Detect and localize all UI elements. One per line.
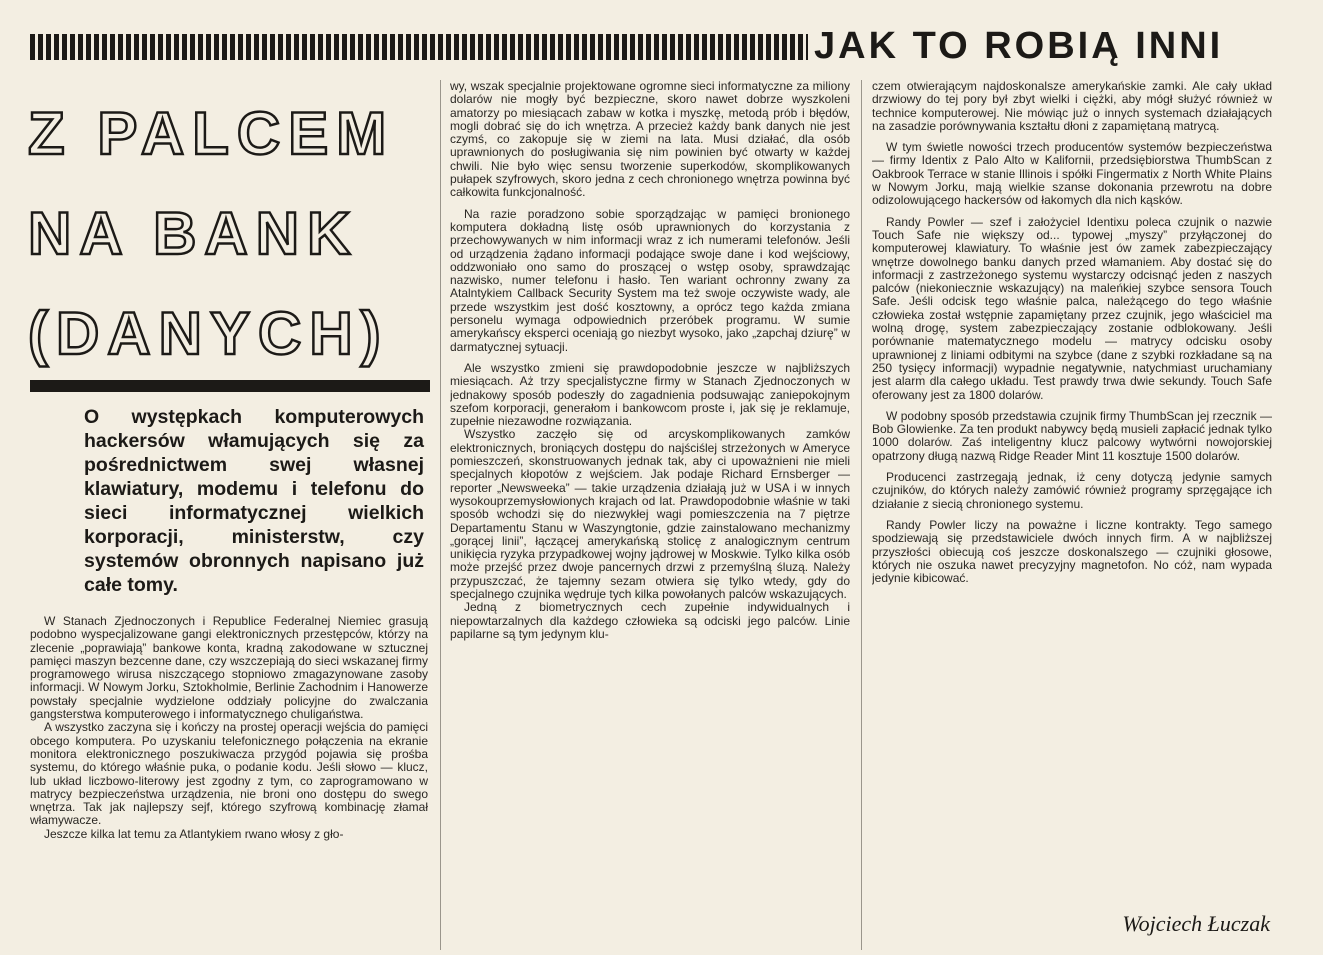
headline-rule [30, 380, 430, 392]
paragraph: Na razie poradzono sobie sporządzając w pamięci bronionego komputera dokładną listę osób uprawnionych do korzystania z przechowywanych w nim informacji wraz z ich numerami telefonów. Jeśli od urządzenia żądano informacji podające swoje dane i kod wejściowy, oddzwoniało ono samo do proszącej o wstęp osoby, sprawdzając nazwisko, numer telefonu i hasło. Ten wariant ochronny zwany za Atalntykiem Callback Security System ma też swoje oczywiste wady, ale przede wszystkim jest dość kosztowny, a oprócz tego każda zmiana personelu wymaga odpowiednich przeróbek programu. W sumie amerykańscy eksperci oceniają go niezbyt wysoko, jako „zapchaj dziurę” w darmatycznej sytuacji. [450, 206, 850, 354]
paragraph: Randy Powler — szef i założyciel Identixu poleca czujnik o nazwie Touch Safe nie większy od... typowej „myszy” przyłączonej do komputerowej klawiatury. To właśnie jest ów zamek zabezpieczający wnętrze dowolnego banku danych przed włamaniem. Aby dostać się do informacji z zastrzeżonego systemu wystarczy odcisnąć jeden z naszych palców (niekoniecznie wskazujący) na maleńkiej szybce sensora Touch Safe. Jeśli odcisk tego właśnie palca, należącego do tego właśnie człowieka został wstępnie zapamiętany przez czujnik, jego właściciel ma wolną drogę, system zabezpieczający zostanie odblokowany. Jeśli porównanie matematycznego modelu — matrycy odcisku osoby uprawnionej z liniami odbitymi na szybce (dane z szybki rozkładane są na 250 tysięcy informacji) wypadnie negatywnie, natychmiast uruchamiany jest alarm dla całego układu. Test prawdy trwa dwie sekundy. Touch Safe oferowany jest za 1800 dolarów. [872, 214, 1272, 402]
headline-line: NA BANK [28, 200, 359, 267]
column-divider [440, 80, 441, 950]
article-column-3 [872, 80, 1272, 905]
paragraph: Wszystko zaczęło się od arcyskomplikowanych zamków elektronicznych, broniących dostępu do najściślej strzeżonych w Ameryce pomieszczeń, skonstruowanych jednak tak, aby ci upoważnieni nie mieli specjalnych kłopotów z wejściem. Jak podaje Richard Ernsberger — reporter „Newsweeka” — takie urządzenia działają już w USA i w innych wysokouprzemysłowionych krajach od lat. Prawdopodobnie właśnie w taki sposób wchodzi się do niezwykłej wagi pomieszczenia na 7 piętrze Departamentu Stanu w Waszyngtonie, gdzie zainstalowano mechanizmy „gorącej linii”, łączącej amerykańską stolicę z analogicznym centrum unikięcia ryzyka przypadkowej wojny jądrowej w Moskwie. Tylko kilka osób może przejść przez dwoje pancernych drzwi z przemyślną śluzą. Należy przypuszczać, że tajemny sezam otwiera się tylko wtedy, gdy do specjalnego czujnika wędruje tych kilka powołanych palców wskazujących. [450, 427, 850, 601]
paragraph: wy, wszak specjalnie projektowane ogromne sieci informatyczne za miliony dolarów nie mogły być bezpieczne, skoro nawet dobrze wyszkoleni amatorzy po miesiącach zabaw w kotka i myszkę, metodą prób i błędów, mogli dobrać się do ich wnętrza. A przecież każdy bank danych nie jest czymś, co zakopuje się w ziemi na lata. Musi działać, dla osób uprawnionych do posługiwania się nim powinien być otwarty w każdej chwili. Nie było więc sensu tworzenie superkodów, skomplikowanych pułapek szyfrowych, skoro jedna z cech chronionego wnętrza powinna być całkowita funkcjonalność. [450, 80, 850, 200]
paragraph: Producenci zastrzegają jednak, iż ceny dotyczą jedynie samych czujników, do których należy zamówić również programy sprzęgające ich działanie z siecią chronionego systemu. [872, 470, 1272, 511]
section-label: JAK TO ROBIĄ INNI [814, 25, 1224, 67]
paragraph: czem otwierającym najdoskonalsze amerykańskie zamki. Ale cały układ drzwiowy do tej pory był zbyt wielki i ciężki, aby mógł służyć również w technice komputerowej. Nie mówiąc już o innych systemach działających na zasadzie porównywania kształtu dłoni z zapamiętaną matrycą. [872, 80, 1272, 133]
paragraph: W tym świetle nowości trzech producentów systemów bezpieczeństwa — firmy Identix z Palo Alto w Kalifornii, przedsiębiorstwa ThumbScan z Oakbrook Terrace w stanie Illinois i spółki Fingermatix z North White Plains w Nowym Jorku, mają wielkie szanse dokonania przewrotu na dobre odizolowującego hackersów od łakomych dla nich kąsków. [872, 140, 1272, 208]
lead-paragraph: O występkach komputerowych hackersów włamujących się za pośrednictwem swej własnej klawiatury, modemu i telefonu do sieci informatycznej wielkich korporacji, ministerstw, czy systemów obronnych napisano już całe tomy. [84, 406, 424, 596]
paragraph: A wszystko zaczyna się i kończy na prostej operacji wejścia do pamięci obcego komputera. Po uzyskaniu telefonicznego połączenia na ekranie monitora elektronicznego poszukiwacza przygód pojawia się prośba systemu, do którego właśnie puka, o podanie kodu. Jeśli słowo — klucz, lub układ liczbowo-literowy jest zgodny z tym, co zaprogramowano w matrycy bezpieczeństwa urządzenia, nie broni ono dostępu do swego wnętrza. Tak jak najlepszy sejf, którego szyfrową kombinację złamał włamywacze. [30, 720, 428, 828]
paragraph: W podobny sposób przedstawia czujnik firmy ThumbScan jej rzecznik — Bob Glowienke. Za ten produkt nabywcy będą musieli zapłacić jednak tylko 1000 dolarów. Zaś inteligentny klucz palcowy wytwórni nowojorskiej opatrzony długą nazwą Ridge Reader Mint 11 kosztuje 1500 dolarów. [872, 408, 1272, 463]
header-stripe-band [30, 34, 808, 60]
article-column-1 [30, 615, 428, 950]
headline [28, 84, 428, 384]
author-signature: Wojciech Łuczak [1122, 911, 1270, 936]
headline-line: Z PALCEM [28, 100, 395, 167]
paragraph: Ale wszystko zmieni się prawdopodobnie jeszcze w najbliższych miesiącach. Aż trzy specjalistyczne firmy w Stanach Zjednoczonych w jednakowy sposób podeszły do zagadnienia podsuwając zaniepokojnym szefom korporacji, generałom i bankowcom proste i, jak się je reklamuje, zupełnie niezawodne rozwiązania. [450, 360, 850, 429]
paragraph: Jeszcze kilka lat temu za Atlantykiem rwano włosy z gło- [44, 826, 344, 841]
article-column-2 [450, 80, 850, 952]
headline-line: (DANYCH) [28, 300, 389, 367]
paragraph: W Stanach Zjednoczonych i Republice Federalnej Niemiec grasują podobno wyspecjalizowane gangi elektronicznych przestępców, którzy na zlecenie „poprawiają” bankowe konta, kradną zakodowane w sztucznej pamięci maszyn bezcenne dane, czy wszczepiają do sieci wskazanej firmy programowego wirusa niszczącego stopniowo zmagazynowane zasoby informacji. W Nowym Jorku, Sztokholmie, Berlinie Zachodnim i Hanowerze powstały specjalnie wydzielone oddziały policyjne do zwalczania gangsterstwa komputerowego i informatycznego chuligaństwa. [30, 615, 428, 722]
paragraph: Jedną z biometrycznych cech zupełnie indywidualnych i niepowtarzalnych dla każdego człowieka są odciski jego palców. Linie papilarne są tym jedynym klu- [450, 600, 850, 641]
paragraph: Randy Powler liczy na poważne i liczne kontrakty. Tego samego spodziewają się przedstawiciele dwóch innych firm. A w najbliższej przyszłości obiecują coś jeszcze doskonalszego — czujniki głosowe, których nie oszuka nawet precyzyjny magnetofon. No cóż, nam wypada jedynie kibicować. [872, 517, 1272, 586]
column-divider [861, 80, 862, 950]
